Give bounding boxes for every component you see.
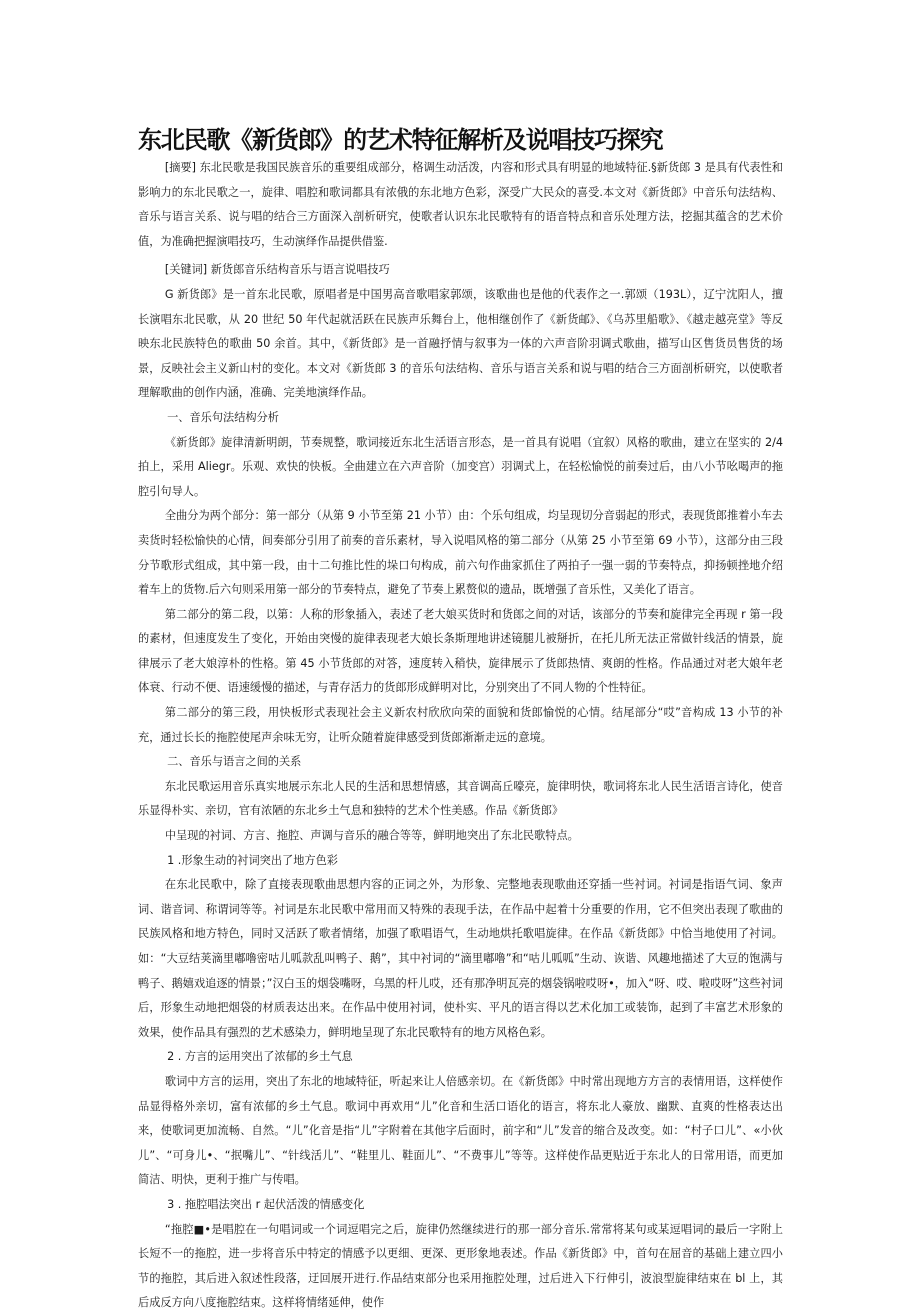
paragraph: “拖腔■•是唱腔在一句唱词或一个词逗唱完之后，旋律仍然继续进行的那一部分音乐.常常将某句或某逗唱词的最后一字附上长短不一的拖腔，进一步将音乐中特定的情感予以更细、更深、更形象地表述。作品《新货郎》中，首句在屈音的基础上建立四小节的拖腔，其后进入叙述性段落，迂回展开进行.作品结束部分也采用拖腔处理，过后进入下行伸引，波浪型旋律结束在 bl 上，其后成反方向八度拖腔结束。这样将情绪延伸，使作 [138,1222,783,1310]
abstract: [摘要] 东北民歌是我国民族音乐的重要组成部分，格调生动活泼，内容和形式具有明显的地域特征.§新货郎 3 是具有代表性和影响力的东北民歌之一，旋律、唱腔和歌词都具有浓俄的东北地方色彩，深受广大民众的喜受.本文对《新货郎》中音乐句法结构、音乐与语言关系、说与唱的结合三方面深入剖析研究，使歌者认识东北民歌特有的语音特点和音乐处理方法，挖掘其蕴含的艺术价值，为准确把握演唱技巧，生动演绎作品提供借鉴. [138,161,783,248]
subsection-heading-3: 3 . 拖腔唱法突出 r 起伏活泼的情感变化 [167,1197,365,1211]
paragraph: 歌词中方言的运用，突出了东北的地域特征，听起来让人倍感亲切。在《新货郎》中时常出现地方方言的表情用语，这样使作品显得格外亲切，富有浓郁的乡土气息。歌词中再欢用“儿”化音和生活口语化的语言，将东北人豪放、幽默、直爽的性格表达出来，使歌词更加流畅、自然。“儿”化音是指“儿”字附着在其他字后面时，前字和“儿”发音的缩合及改变。如：“村子口儿”、«小伙儿”、“可身儿•、“抿嘴儿”、“针线活儿”、“鞋里儿、鞋面儿”、“不费事儿”等等。这样使作品更贴近于东北人的日常用语，而更加简洁、明快，更利于推广与传唱。 [138,1074,783,1187]
section-heading-2: 二、音乐与语言之间的关系 [167,755,302,769]
section-heading-1: 一、音乐句法结构分析 [167,410,279,424]
article-body [138,156,783,1316]
subsection-heading-2: 2 . 方言的运用突出了浓郁的乡土气息 [167,1050,353,1064]
subsection-heading-1: 1 .形象生动的衬词突出了地方色彩 [167,853,338,867]
paragraph-intro: G 新货郎》是一首东北民歌，原唱者是中国男高音歌唱家郭颂，该歌曲也是他的代表作之一.郭颂（193L），辽宁沈阳人，擅长演唱东北民歌，从 20 世纪 50 年代起就活跃在民族声乐舞台上，他相继创作了《新货邮》、《乌苏里船歌》、《越走越亮堂》等反映东北民族特色的歌曲 50 余首。其中，《新货郎》是一首融抒情与叙事为一体的六声音阶羽调式歌曲，描写山区售货员售货的场景，反映社会主义新山村的变化。本文对《新货郎 3 的音乐句法结构、音乐与语言关系和说与唱的结合三方面剖析研究，以使歌者理解歌曲的创作内涵，准确、完美地演绎作品。 [138,287,783,400]
paragraph: 东北民歌运用音乐真实地展示东北人民的生活和思想情感，其音调高丘嚎亮，旋律明快，歌词将东北人民生活语言诗化，使音乐显得朴实、亲切，官有浓陋的东北乡土气息和独特的艺术个性美感。作品《新货郎》 [138,779,783,818]
paragraph: 在东北民歌中，除了直接表现歌曲思想内容的正词之外，为形象、完整地表现歌曲还穿插一些衬词。衬词是指语气词、象声词、谐音词、称谓词等等。衬词是东北民歌中常用而又特殊的表现手法，在作品中起着十分重要的作用，它不但突出表现了歌曲的民族风格和地方特色，同时又活跃了歌者情绪，加强了歌唱语气，生动地烘托歌唱旋律。在作品《新货郎》中恰当地使用了衬词。如：“大豆结荚滴里嘟噜密咕儿呱款乱叫鸭子、鹅”，其中衬词的“滴里嘟噜”和“咕儿呱呱”生动、诙谐、风趣地描述了大豆的饱满与鸭子、鹅嬉戏追逐的情景；”汉白玉的烟袋嘴呀，乌黑的杆儿哎，还有那净明瓦亮的烟袋锅啦哎呀•，加入“呀、哎、啦哎呀”这些衬词后，形象生动地把烟袋的材质表达出来。在作品中使用衬词，使朴实、平凡的语言得以艺术化加工或装饰，起到了丰富艺术形象的效果，使作品具有强烈的艺术感染力，鲜明地呈现了东北民歌特有的地方风格色彩。 [138,878,783,1039]
paragraph: 第二部分的第二段，以第：人称的形象插入，表述了老大娘买货时和货郎之间的对话，该部分的节奏和旋律完全再现 r 第一段的素材，但速度发生了变化，开始由突慢的旋律表现老大娘长条斯理地讲述镜腿儿被掰折，在托儿所无法正常做针线活的情景，旋律展示了老大娘淳朴的性格。第 45 小节货郎的对答，速度转入稍快，旋律展示了货郎热情、爽朗的性格。作品通过对老大娘年老体衰、行动不便、语速缓慢的描述，与青存活力的货郎形成鲜明对比，分别突出了不同人物的个性特征。 [138,607,783,695]
keywords: [关键词] 新货郎音乐结构音乐与语言说唱技巧 [164,263,390,277]
paragraph: 全曲分为两个部分：第一部分（从第 9 小节至第 21 小节）由：个乐句组成，均呈现切分音弱起的形式，表现货郎推着小车去卖货时轻松愉快的心情，间奏部分引用了前奏的音乐素材，导入说唱风格的第二部分（从第 25 小节至第 69 小节），这部分由三段分节歌形式组成，其中第一段，由十二句推比性的垛口句构成，前六句作曲家抓住了两拍子一强一弱的节奏特点，抑扬顿挫地介绍着车上的货物.后六句则采用第一部分的节奏特点，避免了节奏上累赘似的遗品，既增强了音乐性，又美化了语言。 [138,509,783,597]
paragraph: 《新货郎》旋律清新明朗，节奏规整，歌词接近东北生活语言形态，是一首具有说唱（宜叙）风格的歌曲，建立在坚实的 2/4 拍上，采用 Aliegr。乐观、欢快的快板。全曲建立在六声音阶（加变宫）羽调式上，在轻松愉悦的前奏过后，由八小节吆喝声的拖腔引句导人。 [138,435,783,498]
paragraph: 中呈现的衬词、方言、拖腔、声调与音乐的融合等等，鲜明地突出了东北民歌特点。 [164,829,579,843]
article-title: 东北民歌《新货郎》的艺术特征解析及说唱技巧探究 [138,126,663,154]
paragraph: 第二部分的第三段，用快板形式表现社会主义新农村欣欣向荣的面貌和货郎愉悦的心情。结尾部分“哎”音构成 13 小节的补充，通过长长的拖腔使尾声余味无穷，让听众随着旋律感受到货郎渐渐走远的意境。 [138,706,783,744]
